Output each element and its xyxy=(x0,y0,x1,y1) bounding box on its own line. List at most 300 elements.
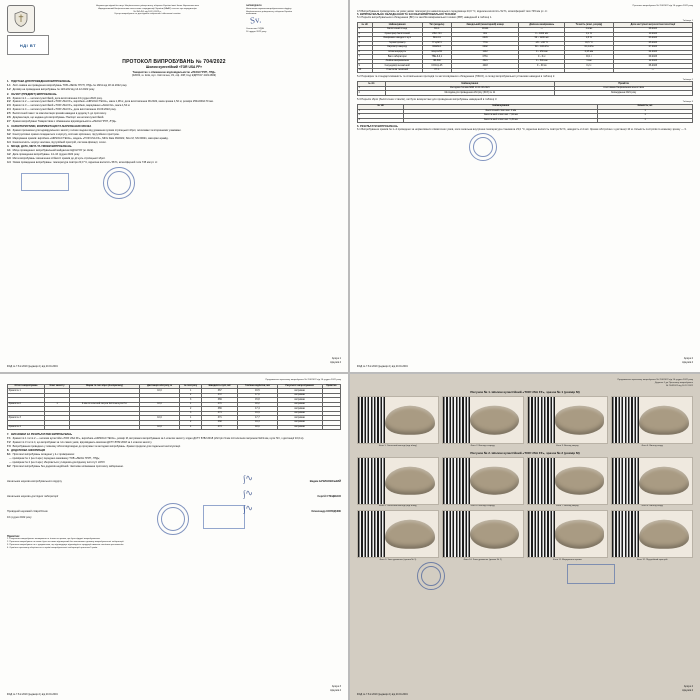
results-cell: 1 xyxy=(179,389,201,394)
appendix-label: Додаток 1 до Протоколу випробувань xyxy=(654,381,693,384)
page1-section-item xyxy=(7,153,341,156)
group1-photo-cell xyxy=(442,396,524,447)
helmet-shape xyxy=(555,520,604,549)
results-cell: 3 xyxy=(179,398,201,403)
page-title: ПРОТОКОЛ ВИПРОБУВАНЬ № 704/2022 xyxy=(122,59,226,65)
equipment-cell: 001 xyxy=(451,32,519,37)
equipment-cell: 80 – 106 кПа xyxy=(519,46,565,51)
methods-cell: Методика Типова МВВ 10.01.08-2021 xyxy=(385,86,555,91)
rectangular-stamp xyxy=(21,173,69,191)
results-cell: 16,9 xyxy=(238,411,278,416)
rectangular-stamp xyxy=(203,505,245,529)
results-cell: 10,0 xyxy=(140,416,180,421)
section-number: 4.4 xyxy=(7,160,11,164)
page3-section-item xyxy=(7,437,341,440)
signatory-role: Начальник науково-дослідної лабораторії xyxy=(7,495,59,499)
methods-cell: Затверджена 2021 року xyxy=(555,91,693,96)
sheet-total: Аркушів 4 xyxy=(330,361,341,364)
results-cell: 370 xyxy=(202,402,238,407)
helmet-shape xyxy=(639,466,688,495)
equipment-cell: ТВЕ-6-0,1 xyxy=(422,55,451,60)
signatory-name: Вадим БУЗИНОВСЬКИЙ xyxy=(309,480,341,484)
section-text: Протокол випробувань без додатків недійсний. Часткове копіювання протоколу заборонено. xyxy=(12,465,124,469)
section-number: 7. xyxy=(7,433,10,437)
helmet-photo xyxy=(611,396,693,444)
photo-caption: Фото 1. Загальний вигляд (вид збоку) xyxy=(378,445,417,448)
section-number: 2.5 xyxy=(7,112,11,116)
group1-photo-cell xyxy=(527,396,609,447)
results-cell: 18,0 xyxy=(238,425,278,430)
equipment-cell: ШЦ-II-250 xyxy=(422,50,451,55)
page1-section-item xyxy=(7,161,341,164)
results-header-cell: Результат випробування xyxy=(277,384,322,389)
section-text: Зразок № 3 — шолом кулестійкий «TOR USA FF», виробник, маркування «АІНН 02», маса 1,54 кг. xyxy=(12,104,131,108)
section-text: Документація, що надана для випробувань: Паспорт на шолом кулестійкий. xyxy=(12,116,105,120)
page2-45-line: 4.5 Випробування проводились за умов умови температури навколишнього середовища 23,0 °C, відносна вологість 52 %, атмосферний тиск 745 мм рт. ст. xyxy=(357,9,548,13)
equipment-cell: ±0,2 кПа xyxy=(565,46,614,51)
results-header-cell: Примітка xyxy=(322,384,340,389)
section-text: Зразки призначені для індивідуального захисту голови людини від ураження кулями стрілецької зброї, осколками та вторинними уламками. xyxy=(12,128,182,132)
results-cell: 368 xyxy=(202,421,238,426)
results-cell: 18,2 xyxy=(238,402,278,407)
helmet-photo xyxy=(442,510,524,558)
equipment-header-cell: Точність (клас, розряд) xyxy=(565,23,614,28)
equipment-cell: ±0,1 г xyxy=(565,55,614,60)
helmet-photo xyxy=(357,457,439,505)
round-stamp xyxy=(157,503,189,535)
section-number: 4.1 xyxy=(7,149,11,153)
helmet-photo xyxy=(611,510,693,558)
equipment-cell: 50 – 1200 м/с xyxy=(519,37,565,42)
approve-label: ЗАТВЕРДЖУЮ xyxy=(246,5,262,7)
section-number: 2.6 xyxy=(7,116,11,120)
organization-crest-icon xyxy=(7,5,35,33)
equipment-cell: 0 – 1000 м/с xyxy=(519,32,565,37)
helmet-shape xyxy=(470,466,519,495)
results-cell: 10,0 xyxy=(140,425,180,430)
results-cell: 1 xyxy=(179,425,201,430)
equipment-cell: 0 – 500 мм xyxy=(519,59,565,64)
equipment-cell: ТГЦ-МГ4 xyxy=(422,41,451,46)
section-text: — примірник № 1 (на 4 арк.) передано замовнику ТОВ «ЛЕОН ГРУП, ЛТД»; xyxy=(9,457,100,461)
section-title: ВИСНОВКИ ЗА РЕЗУЛЬТАТАМИ ВИПРОБУВАНЬ xyxy=(11,433,73,437)
page2-6-line: 6. РЕЗУЛЬТАТИ ВИПРОБУВАНЬ xyxy=(357,125,398,129)
table2-caption: Таблиця 2 xyxy=(682,78,693,81)
equipment-cell: — xyxy=(451,68,519,73)
notes-title: Примітки: xyxy=(7,534,20,538)
equipment-cell: 0,5 % xyxy=(565,37,614,42)
helmet-shape xyxy=(385,406,434,435)
photo-caption: Фото 4. Вигляд ззаду xyxy=(641,445,663,448)
section-number: 4.2 xyxy=(7,153,11,157)
methods-cell: 1 xyxy=(358,86,386,91)
results-cell: 17,7 xyxy=(238,416,278,421)
equipment-cell: ЛВ-500 xyxy=(422,59,451,64)
results-cell: витримав xyxy=(277,425,322,430)
weapons-header-cell: Кількість, шт. xyxy=(598,105,693,110)
page1-section-item xyxy=(7,133,341,136)
helmet-shape xyxy=(639,406,688,435)
footer-form-code: ФСД № 7.8.2-2019 (редакція 1) від 20.01.2019 xyxy=(357,365,408,368)
results-cell: витримав xyxy=(277,411,322,416)
equipment-cell: Лінійка вимірювальна xyxy=(372,59,422,64)
results-cell xyxy=(70,425,140,430)
equipment-cell: 1 xyxy=(358,27,373,32)
section-text: Зразок № 2 — шолом кулестійкий «TOR USA FF», виробник «AIRSOLD TECH», маса 1,38 кг, дата виготовлення 09.2022, маса зразка 1,52 кг, розміри 250х200х170 мм. xyxy=(12,100,214,104)
results-cell: 369 xyxy=(202,398,238,403)
appendix-ref: № 704/2022 від 16.12.2022 xyxy=(665,384,693,387)
calibration-stripes xyxy=(612,511,639,557)
equipment-cell: 07.2023 xyxy=(613,46,692,51)
section-text: Зразок № 4 — шолом кулестійкий «TOR USA FF», дата виготовлення 19.09.2022 року. xyxy=(12,108,117,112)
helmet-photo xyxy=(611,457,693,505)
section-text: Дата проведення випробувань: 14–16 грудня 2022 року. xyxy=(12,153,80,157)
equipment-cell: 04.2023 xyxy=(613,50,692,55)
section-number: 1.2 xyxy=(7,88,11,92)
sheet-number: Аркуш 4 xyxy=(683,685,693,688)
equipment-cell: — xyxy=(519,27,565,32)
approver-signature: Sv. xyxy=(249,14,262,26)
equipment-cell: ВСК-01 xyxy=(422,37,451,42)
section-title: ПІДСТАВА ДЛЯ ПРОВЕДЕННЯ ВИПРОБУВАНЬ xyxy=(11,80,71,84)
results-cell: 3 xyxy=(179,411,201,416)
section-number: 4. xyxy=(7,145,10,149)
lab-logo: НДІ ВТ xyxy=(7,35,49,55)
weapons-header-cell: Найменування xyxy=(404,105,598,110)
equipment-cell: 3 xyxy=(358,37,373,42)
section-title: ОБ'ЄКТ (ПРЕДМЕТ) ВИПРОБУВАНЬ xyxy=(11,92,57,96)
handwritten-signature: ∫∿ xyxy=(242,487,254,499)
section-text: Випробування проведено у повному обсязі відповідно до програми та методики випробувань. Зразки придатні для подальшої експлуатації. xyxy=(12,444,181,448)
table-row xyxy=(358,68,693,73)
results-header-cell: Швидкість кулі, м/с xyxy=(202,384,238,389)
document-page-4-photo-appendix[interactable] xyxy=(350,374,700,700)
customer-name: Товариство з обмеженою відповідальністю «ЛЕОН ГРУП, ЛТД» xyxy=(132,70,216,74)
page1-section-item xyxy=(7,88,341,91)
calibration-stripes xyxy=(528,458,555,504)
results-cell xyxy=(45,425,70,430)
document-page-3[interactable] xyxy=(0,374,348,700)
equipment-cell: Штангенциркуль xyxy=(372,50,422,55)
weapons-cell: 3 xyxy=(358,118,404,123)
sheet-total: Аркушів 4 xyxy=(330,689,341,692)
helmet-photo xyxy=(442,396,524,444)
calibration-stripes xyxy=(358,397,385,443)
equipment-cell: ±0,5 °C xyxy=(565,41,614,46)
methods-header-cell: № з/п xyxy=(358,82,386,87)
note-item: 4. Оригінал протоколу зберігається в архіві випробувальної лабораторії протягом 5 років. xyxy=(7,546,98,549)
helmet-shape xyxy=(470,520,519,549)
weapons-cell: 2 xyxy=(358,114,404,119)
header-org-line-1: Акредитований Національним агентством з акредитації України (НААУ) атестат про акредитацію xyxy=(98,7,197,10)
round-stamp xyxy=(469,133,497,161)
results-cell: 1 xyxy=(45,402,70,407)
header-org-line-0: Науково-дослідний інститут Національного університету оборони України імені Івана Черняховського xyxy=(96,5,199,7)
helmet-photo xyxy=(527,457,609,505)
photo-caption: Фото 8. Вигляд ззаду xyxy=(641,505,663,508)
section-text: Договір на проведення випробувань № 12/11/22 від 14.12.2022 року. xyxy=(12,88,95,92)
group3-photo-cell xyxy=(527,510,609,561)
equipment-cell: 0,1 % xyxy=(565,32,614,37)
figure-2-title: Рисунок № 2. Шолом кулестійкий «TOR USA FF», зразок № 2 (розмір М) xyxy=(470,450,580,455)
page2-continuation-header: Протокол випробувань № 704/2022 від 16 грудня 2022 року xyxy=(632,5,693,7)
page1-section-item xyxy=(7,84,341,87)
results-cell: 373 xyxy=(202,425,238,430)
page2-52-line: 5.2 Перевірка та стандартизованість та сповільнення приладів та застосовуваного обладнання (ПЗСО), в складі випробувальної установки наведені в таблиці 2. xyxy=(357,75,556,79)
group1-photo-cell xyxy=(357,396,439,447)
approver-name: Святослав СУДІН xyxy=(246,28,264,30)
equipment-header-cell: Найменування xyxy=(372,23,422,28)
results-header-cell: № пострілу xyxy=(179,384,201,389)
results-cell: 15,8 xyxy=(238,398,278,403)
equipment-cell: 0,05 мм xyxy=(565,50,614,55)
equipment-cell: БС-1 xyxy=(422,27,451,32)
header-org-line-2: № 2Н1451 від 18.11.2022 р. xyxy=(133,10,162,13)
page1-section-item xyxy=(7,149,341,152)
figure-1-title: Рисунок № 1. Шолом кулестійкий «TOR USA FF», зразок № 1 (розмір М) xyxy=(470,390,580,395)
header-org-line-3: Центр випробувань та досліджень озброєння і військової техніки xyxy=(114,13,181,16)
equipment-cell: 10.2023 xyxy=(613,32,692,37)
photo-caption: Фото 10. Зона ураження (зразок № 2) xyxy=(463,558,502,561)
weapons-cell: 1 xyxy=(598,118,693,123)
section-text: Зразок № 1 — шолом кулестійкий, дата виготовлення 13 грудня 2022 року. xyxy=(12,96,103,100)
equipment-cell: 09.2023 xyxy=(613,55,692,60)
signatory-name: Олександр КОЛОДЧИК xyxy=(311,510,341,514)
equipment-cell: 3321 xyxy=(451,59,519,64)
equipment-header-cell: Тип (модель) xyxy=(422,23,451,28)
equipment-cell: 4 xyxy=(358,41,373,46)
calibration-stripes xyxy=(358,458,385,504)
note-item: 3. Протокол випробувань не є документом, що підтверджує відповідність продукції вимогам технічних регламентів. xyxy=(7,543,124,546)
photo-group-3 xyxy=(357,510,693,561)
results-cell: 374 xyxy=(202,411,238,416)
helmet-photo xyxy=(527,510,609,558)
results-cell: витримав xyxy=(277,402,322,407)
results-cell: Зразок № 1 xyxy=(8,389,45,394)
equipment-cell: 0 – 6 кг xyxy=(519,55,565,60)
sheet-total: Аркушів 4 xyxy=(682,689,693,692)
section-number: 3.2 xyxy=(7,132,11,136)
calibration-stripes xyxy=(528,511,555,557)
equipment-cell: 0 – 250 мм xyxy=(519,50,565,55)
results-cell: 9 мм пістолетний патрон 9х19 мм куля Пст xyxy=(70,402,140,407)
equipment-cell: ПТ-1 xyxy=(422,68,451,73)
helmet-shape xyxy=(385,466,434,495)
signatory-role: Провідний науковий співробітник xyxy=(7,510,48,514)
group3-photo-cell xyxy=(357,510,439,561)
calibration-stripes xyxy=(612,458,639,504)
helmet-shape xyxy=(555,466,604,495)
helmet-shape xyxy=(385,520,434,549)
equipment-cell: БАММ-1 xyxy=(422,46,451,51)
page3-continuation-header: Продовження протоколу випробувань № 704/2022 від 16 грудня 2022 року xyxy=(265,379,341,381)
results-cell: витримав xyxy=(277,393,322,398)
section-number: 2.4 xyxy=(7,108,11,112)
results-cell: 17,0 xyxy=(238,393,278,398)
results-header-cell: Марка та тип зброї (боєприпасу) xyxy=(70,384,140,389)
methods-header-cell: Примітка xyxy=(555,82,693,87)
equipment-cell: 0345 xyxy=(451,37,519,42)
weapons-cell: Балістичний ствол кал. 5,45 мм xyxy=(404,118,598,123)
weapons-cell: 1 xyxy=(598,109,693,114)
section-number: 1.1 xyxy=(7,84,11,88)
results-cell: 372 xyxy=(202,393,238,398)
document-page-1[interactable] xyxy=(0,0,348,372)
section-text: Мета випробувань: визначення стійкості зразків до дії куль стрілецької зброї. xyxy=(12,157,106,161)
equipment-cell: 10 xyxy=(358,68,373,73)
section-number: 3. xyxy=(7,124,10,128)
section-text: Маркування зразків: виробник «AIRSOLD TECH», модель «TOR USA FF», MFG Date 09/2022, Size М, SN 00021, матеріал арамід. xyxy=(12,136,169,140)
section-number: 8. xyxy=(7,449,10,453)
results-cell: витримав xyxy=(277,389,322,394)
equipment-cell: — xyxy=(565,68,614,73)
section-number: 2.7 xyxy=(7,120,11,124)
sheet-number: Аркуш 1 xyxy=(331,357,341,360)
section-number: 7.3 xyxy=(7,444,11,448)
section-text: Конструктивно зразки складаються з корпусу, системи кріплення, підтулійного пристрою. xyxy=(12,132,120,136)
page1-section-item xyxy=(7,145,341,148)
results-table xyxy=(7,384,341,430)
signature-date: 16 грудня 2022 року xyxy=(7,515,32,519)
page1-section-item xyxy=(7,137,341,140)
equipment-cell: Пластилін технічний xyxy=(372,68,422,73)
section-text: — примірник № 2 (на 4 арк.) зберігається у Науково-дослідному інституті НУОУ. xyxy=(9,461,106,465)
section-text: Місце проведення: випробувальний майданчик НДІ НУОУ (м. Київ). xyxy=(12,149,94,153)
weapons-table xyxy=(357,104,693,123)
helmet-shape xyxy=(470,406,519,435)
page3-section-item xyxy=(7,433,341,436)
page1-section-item xyxy=(7,129,341,132)
note-item: 2. Протокол випробувань не може бути частково відтворений без письмового дозволу випробувальної лабораторії. xyxy=(7,541,125,544)
page1-section-item xyxy=(7,157,341,160)
equipment-cell: Секундомір механічний xyxy=(372,64,422,69)
equipment-cell: 8 xyxy=(358,59,373,64)
page3-section-item xyxy=(7,441,341,444)
equipment-cell: 00124 xyxy=(451,27,519,32)
equipment-cell: -20…+60 °C xyxy=(519,41,565,46)
photo-caption: Фото 2. Вигляд спереду xyxy=(470,445,495,448)
customer-address: (02093, м. Київ, вул. Світлична, 33, оф. 408; Код ЄДРПОУ 43214699) xyxy=(131,73,217,77)
helmet-shape xyxy=(555,406,604,435)
equipment-cell: 5 xyxy=(358,46,373,51)
photo-caption: Фото 5. Загальний вигляд (вид збоку) xyxy=(378,505,417,508)
weapons-cell: 1 xyxy=(358,109,404,114)
signature-row xyxy=(7,473,341,484)
sheet-total: Аркушів 4 xyxy=(682,361,693,364)
results-cell: 2 xyxy=(179,393,201,398)
results-cell: 366 xyxy=(202,407,238,412)
section-number: 2. xyxy=(7,92,10,96)
section-number: 8.1 xyxy=(7,453,11,457)
page2-section-6 xyxy=(357,125,693,132)
equipment-cell: 1 клас xyxy=(565,27,614,32)
handwritten-signature: ∫∿ xyxy=(242,472,254,484)
results-header-cell: Глибина відбитка, мм xyxy=(238,384,278,389)
group3-photo-cell xyxy=(611,510,693,561)
page2-section-5 xyxy=(357,13,693,20)
table-row xyxy=(358,118,693,123)
group1-photo-cell xyxy=(611,396,693,447)
equipment-cell: Вимірювач швидкості кулі xyxy=(372,37,422,42)
approve-role-1: Начальник науково-випробувального відділу xyxy=(246,7,292,10)
group2-photo-cell xyxy=(527,457,609,508)
equipment-cell: 03.2023 xyxy=(613,37,692,42)
equipment-cell: 6 xyxy=(358,50,373,55)
section-title: ДОДАТКОВА ІНФОРМАЦІЯ xyxy=(11,449,46,453)
signatory-role: Начальник науково-випробувального відділу xyxy=(7,480,62,484)
table1-caption: Таблиця 1 xyxy=(682,19,693,22)
handwritten-signature: ∫∿ xyxy=(242,502,254,514)
equipment-cell: 06.2023 xyxy=(613,64,692,69)
page1-section-item xyxy=(7,93,341,96)
section-number: 2.3 xyxy=(7,104,11,108)
section-text: Зразки № 1 та № 2 — шоломи кулестійкі «TOR USA FF», виробник «AIRSOLD TECH», розмір М, витримали випробування за 1 класом захисту згідно ДСТУ 8782:2018 (обстріл 9 мм пістолетним патроном 9х19 мм, куля Пст, з дистанції 10,0 м). xyxy=(12,437,305,441)
page1-sections xyxy=(7,80,341,164)
section-text: Лист-заявка на проведення випробувань ТОВ «ЛЕОН ГРУП, ЛТД» № 18/11 від 18.11.2022 року. xyxy=(12,84,128,88)
page1-section-item xyxy=(7,141,341,144)
equipment-cell: 1 мм xyxy=(565,59,614,64)
results-cell: витримав xyxy=(277,416,322,421)
equipment-cell: 7 xyxy=(358,55,373,60)
results-cell: 16,3 xyxy=(238,421,278,426)
results-cell: витримав xyxy=(277,407,322,412)
results-cell: 10,0 xyxy=(140,402,180,407)
section-number: 2.1 xyxy=(7,96,11,100)
calibration-stripes xyxy=(443,397,470,443)
equipment-cell: 0,2 с xyxy=(565,64,614,69)
rectangular-stamp xyxy=(567,564,615,584)
equipment-cell: 7731 xyxy=(451,41,519,46)
results-header-cell: Об'єкт випробувань xyxy=(8,384,45,389)
page1-section-item xyxy=(7,125,341,128)
round-stamp xyxy=(417,562,445,590)
results-cell: Зразок № 3 xyxy=(8,416,45,421)
page3-sections xyxy=(7,433,341,469)
results-cell: 1 xyxy=(179,416,201,421)
photo-caption: Фото 7. Вигляд зверху xyxy=(556,505,579,508)
equipment-cell: 9 xyxy=(358,64,373,69)
equipment-cell: 12.2023 xyxy=(613,59,692,64)
equipment-header-cell: № з/п xyxy=(358,23,373,28)
table3-caption: Таблиця 3 xyxy=(682,101,693,104)
page2-6-line: 6.1 Випробування зразків № 1–4 проведено за нормативних кліматичних умов, коли загальна внутрішня температура становила 23,0 °C, відносна вологість повітря 52 %, швидкість 2-4 м/с. Зразки обстріляно з дистанції 10 м. Кількість пострілів по кожному зразку — 3. xyxy=(357,128,687,132)
methods-cell: 2 xyxy=(358,91,386,96)
photo-caption: Фото 6. Вигляд спереду xyxy=(470,505,495,508)
section-number: 3.3 xyxy=(7,136,11,140)
equipment-header-cell: Дата наступної метрологічної атестації xyxy=(613,23,692,28)
equipment-cell: 08.2023 xyxy=(613,27,692,32)
methods-cell: Атестована Національним агентством xyxy=(555,86,693,91)
calibration-stripes xyxy=(443,511,470,557)
page2-53-line: 5.3 Перелік зброї (балістичних стволів), які були використані для проведення випробувань наведений в таблиці 3. xyxy=(357,97,498,101)
document-page-2[interactable] xyxy=(350,0,700,372)
equipment-cell: — xyxy=(613,68,692,73)
note-item: 1. Результати випробувань поширюються тільки на зразки, що були піддані випробуванням. xyxy=(7,538,101,541)
table-row xyxy=(358,91,693,96)
group3-photo-cell xyxy=(442,510,524,561)
results-cell: 2 xyxy=(179,421,201,426)
signature-row xyxy=(7,488,341,499)
table-row xyxy=(8,425,341,430)
equipment-cell: 4418 xyxy=(451,64,519,69)
footer-form-code: ФСД № 7.8.2-2019 (редакція 1) від 20.01.2019 xyxy=(7,365,58,368)
page3-section-item xyxy=(7,465,341,468)
results-cell: Зразок № 4 xyxy=(8,425,45,430)
sheet-number: Аркуш 2 xyxy=(683,357,693,360)
weapons-cell: Балістичний ствол кал. 9 мм xyxy=(404,109,598,114)
section-number: 3.1 xyxy=(7,128,11,132)
section-text: Зразки випробувано Товариством з обмеженою відповідальністю «ЛЕОН ГРУП, ЛТД». xyxy=(12,120,117,124)
